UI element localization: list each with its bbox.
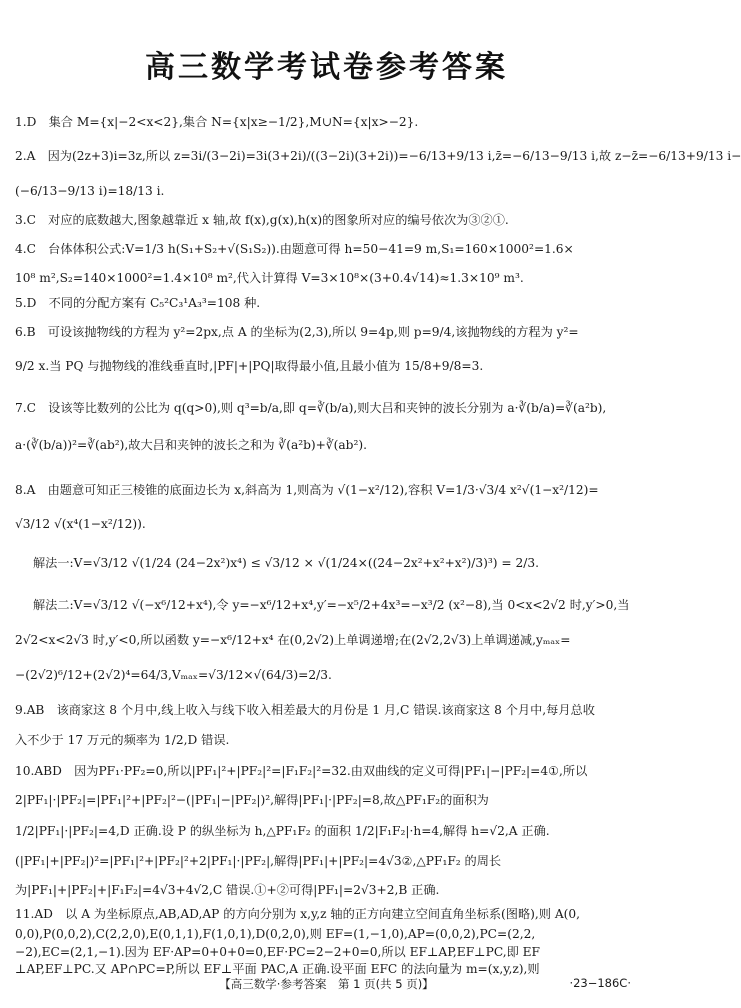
answer-line-11-cont2: −2),EC=(2,1,−1).因为 EF·AP=0+0+0=0,EF·PC=2−2+0=0,所以 EF⊥AP,EF⊥PC,即 EF — [15, 945, 540, 959]
footer-page-info: 【高三数学·参考答案 第 1 页(共 5 页)】 — [219, 977, 434, 991]
answer-line-7-cont: a·(∛(b/a))²=∛(ab²),故大吕和夹钟的波长之和为 ∛(a²b)+∛(ab²). — [15, 438, 367, 452]
answer-line-10-cont2: 1/2|PF₁|·|PF₂|=4,D 正确.设 P 的纵坐标为 h,△PF₁F₂ 的面积 1/2|F₁F₂|·h=4,解得 h=√2,A 正确. — [15, 824, 550, 838]
answer-line-2: 2.A 因为(2z+3)i=3z,所以 z=3i/(3−2i)=3i(3+2i)/((3−2i)(3+2i))=−6/13+9/13 i,z̄=−6/13−9/13 i,故 z−z̄=−6/13+9/13 i− — [15, 149, 741, 163]
answer-line-4: 4.C 台体体积公式:V=1/3 h(S₁+S₂+√(S₁S₂)).由题意可得 h=50−41=9 m,S₁=160×1000²=1.6× — [15, 242, 574, 256]
answer-line-4-cont: 10⁸ m²,S₂=140×1000²=1.4×10⁸ m²,代入计算得 V=3×10⁸×(3+0.4√14)≈1.3×10⁹ m³. — [15, 271, 524, 285]
answer-line-8-method1: 解法一:V=√3/12 √(1/24 (24−2x²)x⁴) ≤ √3/12 × √(1/24×((24−2x²+x²+x²)/3)³) = 2/3. — [33, 556, 540, 570]
answer-line-11-cont1: 0,0),P(0,0,2),C(2,2,0),E(0,1,1),F(1,0,1),D(0,2,0),则 EF=(1,−1,0),AP=(0,0,2),PC=(2,2, — [15, 927, 536, 941]
answer-line-3: 3.C 对应的底数越大,图象越靠近 x 轴,故 f(x),g(x),h(x)的图象所对应的编号依次为③②①. — [15, 213, 509, 227]
answer-line-8-method2-cont1: 2√2<x<2√3 时,y′<0,所以函数 y=−x⁶/12+x⁴ 在(0,2√2)上单调递增;在(2√2,2√3)上单调递减,yₘₐₓ= — [15, 633, 571, 647]
answer-line-10-cont3: (|PF₁|+|PF₂|)²=|PF₁|²+|PF₂|²+2|PF₁|·|PF₂|,解得|PF₁|+|PF₂|=4√3②,△PF₁F₂ 的周长 — [15, 854, 502, 868]
answer-line-7: 7.C 设该等比数列的公比为 q(q>0),则 q³=b/a,即 q=∛(b/a),则大吕和夹钟的波长分别为 a·∛(b/a)=∛(a²b), — [15, 401, 607, 415]
answer-line-8: 8.A 由题意可知正三棱锥的底面边长为 x,斜高为 1,则高为 √(1−x²/12),容积 V=1/3·√3/4 x²√(1−x²/12)= — [15, 483, 599, 497]
answer-line-10-cont1: 2|PF₁|·|PF₂|=|PF₁|²+|PF₂|²−(|PF₁|−|PF₂|)²,解得|PF₁|·|PF₂|=8,故△PF₁F₂的面积为 — [15, 793, 489, 807]
footer-doc-code: ·23−186C· — [569, 976, 631, 990]
page-title: 高三数学考试卷参考答案 — [145, 50, 508, 85]
answer-line-10-cont4: 为|PF₁|+|PF₂|+|F₁F₂|=4√3+4√2,C 错误.①+②可得|PF₁|=2√3+2,B 正确. — [15, 883, 440, 897]
answer-line-11-cont3: ⊥AP,EF⊥PC.又 AP∩PC=P,所以 EF⊥平面 PAC,A 正确.设平面 EFC 的法向量为 m=(x,y,z),则 — [15, 962, 540, 976]
answer-line-8-cont: √3/12 √(x⁴(1−x²/12)). — [15, 517, 146, 531]
answer-line-8-method2-cont2: −(2√2)⁶/12+(2√2)⁴=64/3,Vₘₐₓ=√3/12×√(64/3)=2/3. — [15, 668, 332, 682]
answer-line-8-method2: 解法二:V=√3/12 √(−x⁶/12+x⁴),令 y=−x⁶/12+x⁴,y′=−x⁵/2+4x³=−x³/2 (x²−8),当 0<x<2√2 时,y′>0,当 — [33, 598, 630, 612]
answer-line-2-cont: (−6/13−9/13 i)=18/13 i. — [15, 184, 165, 198]
answer-line-5: 5.D 不同的分配方案有 C₅²C₃¹A₃³=108 种. — [15, 296, 261, 310]
answer-line-11: 11.AD 以 A 为坐标原点,AB,AD,AP 的方向分别为 x,y,z 轴的正方向建立空间直角坐标系(图略),则 A(0, — [15, 907, 581, 921]
answer-line-1: 1.D 集合 M={x|−2<x<2},集合 N={x|x≥−1/2},M∪N={x|x>−2}. — [15, 115, 419, 129]
answer-line-9: 9.AB 该商家这 8 个月中,线上收入与线下收入相差最大的月份是 1 月,C 错误.该商家这 8 个月中,每月总收 — [15, 703, 595, 717]
answer-line-9-cont: 入不少于 17 万元的频率为 1/2,D 错误. — [15, 733, 230, 747]
answer-line-6: 6.B 可设该抛物线的方程为 y²=2px,点 A 的坐标为(2,3),所以 9=4p,则 p=9/4,该抛物线的方程为 y²= — [15, 325, 579, 339]
answer-line-6-cont: 9/2 x.当 PQ 与抛物线的准线垂直时,|PF|+|PQ|取得最小值,且最小值为 15/8+9/8=3. — [15, 359, 484, 373]
answer-line-10: 10.ABD 因为PF₁·PF₂=0,所以|PF₁|²+|PF₂|²=|F₁F₂|²=32.由双曲线的定义可得|PF₁|−|PF₂|=4①,所以 — [15, 764, 588, 778]
page-footer — [0, 974, 653, 994]
